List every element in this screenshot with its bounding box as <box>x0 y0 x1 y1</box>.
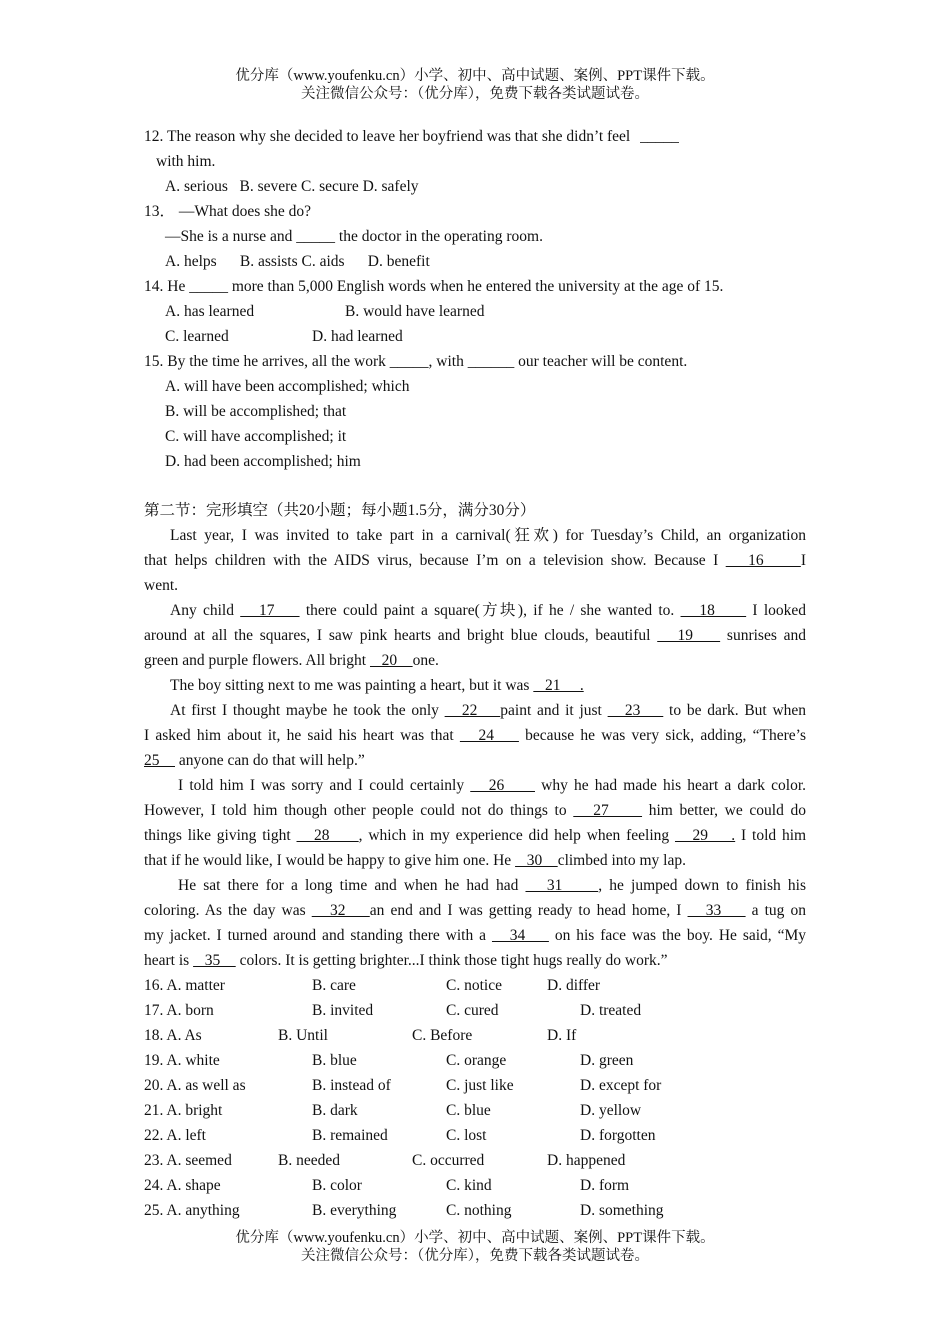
choice-21-a: 21. A. bright <box>144 1102 223 1119</box>
passage-p1-line2 <box>144 551 806 571</box>
choice-24-d: D. form <box>580 1177 630 1194</box>
question-13-line2 <box>165 227 543 247</box>
blank-33: 33 <box>687 902 746 919</box>
q15-text-a: 15. By the time he arrives, all the work <box>144 353 386 370</box>
passage-p6-line4 <box>144 951 668 971</box>
header-line-2: 关注微信公众号：（优分库），免费下载各类试题试卷。 <box>301 86 649 102</box>
choice-23-c: C. occurred <box>412 1152 485 1169</box>
choice-18-a: 18. A. As <box>144 1027 202 1044</box>
blank-17: 17 <box>240 602 300 619</box>
p5-text-g: I told him <box>741 827 807 844</box>
q12-text: 12. The reason why she decided to leave her boyfriend was that she didn’t feel <box>144 128 631 145</box>
p4-text-d: I asked him about it, he said his heart was that <box>144 727 454 744</box>
choice-19-a: 19. A. white <box>144 1052 220 1069</box>
passage-p2-line2 <box>144 626 806 646</box>
choice-21-c: C. blue <box>446 1102 491 1119</box>
choice-23-d: D. happened <box>547 1152 626 1169</box>
q15-text-c: our teacher will be content. <box>518 353 688 370</box>
passage-p2-line3 <box>144 651 439 671</box>
passage-p3 <box>170 676 584 696</box>
q15-option-b: B. will be accomplished; that <box>165 403 347 420</box>
passage-p6-line1 <box>178 876 806 896</box>
q13-blank: _____ <box>296 228 336 245</box>
q15-blank-2: ______ <box>467 353 515 370</box>
q15-text-b: with <box>436 353 464 370</box>
choice-17-d: D. treated <box>580 1002 642 1019</box>
choice-20-b: B. instead of <box>312 1077 391 1094</box>
q13-text-b: the doctor in the operating room. <box>338 228 543 245</box>
choice-25-d: D. something <box>580 1202 664 1219</box>
q15-blank-1: _____, <box>389 353 433 370</box>
choice-17-a: 17. A. born <box>144 1002 214 1019</box>
choice-23-a: 23. A. seemed <box>144 1152 232 1169</box>
p5-text-f: , which in my experience did help when feeling <box>358 827 670 844</box>
q14-option-a: A. has learned <box>165 303 255 320</box>
q14-option-d: D. had learned <box>312 328 403 345</box>
footer-line-1: 优分库（www.youfenku.cn）小学、初中、高中试题、案例、PPT课件下载。 <box>235 1230 715 1246</box>
passage-p5-line2 <box>144 801 806 821</box>
p5-text-c: However, I told him though other people could not do things to <box>144 802 567 819</box>
choice-17-c: C. cured <box>446 1002 499 1019</box>
passage-p2-line1 <box>170 601 806 621</box>
blank-28: 28 <box>296 827 359 844</box>
blank-32: 32 <box>311 902 370 919</box>
p2-text-c: I looked <box>752 602 807 619</box>
section-2-title: 第二节：完形填空（共20小题；每小题1.5分，满分30分） <box>144 502 536 519</box>
q12-blank: _____ <box>640 128 679 145</box>
p1-text-a: that helps children with the AIDS virus, because I’m on a television show. Because I <box>144 552 719 569</box>
p4-text-f: anyone can do that will help.” <box>178 752 365 769</box>
blank-20: 20 <box>369 652 413 669</box>
blank-26: 26 <box>470 777 535 794</box>
p2-text-b: there could paint a square(方块), if he / she wanted to. <box>305 602 675 619</box>
passage-p4-line2 <box>144 726 806 746</box>
question-12-stem <box>144 127 679 147</box>
choice-25-b: B. everything <box>312 1202 397 1219</box>
q14-text-a: 14. He <box>144 278 186 295</box>
p6-text-d: an end and I was getting ready to head home, I <box>369 902 682 919</box>
blank-24: 24 <box>459 727 519 744</box>
choice-19-d: D. green <box>580 1052 634 1069</box>
p5-text-i: climbed into my lap. <box>557 852 686 869</box>
blank-18: 18 <box>680 602 747 619</box>
choice-24-a: 24. A. shape <box>144 1177 221 1194</box>
choice-21-d: D. yellow <box>580 1102 642 1119</box>
blank-19: 19 <box>657 627 721 644</box>
passage-p1-line3: went. <box>144 577 179 594</box>
choice-16-a: 16. A. matter <box>144 977 225 994</box>
p5-text-a: I told him I was sorry and I could certainly <box>178 777 465 794</box>
p6-text-g: on his face was the boy. He said, “My <box>554 927 807 944</box>
blank-21: 21 . <box>533 677 584 694</box>
question-12-options: A. serious B. severe C. secure D. safely <box>165 178 419 195</box>
choice-24-b: B. color <box>312 1177 362 1194</box>
q14-option-b: B. would have learned <box>345 303 485 320</box>
question-13-options: A. helps B. assists C. aids D. benefit <box>165 253 430 270</box>
p6-text-b: , he jumped down to finish his <box>598 877 807 894</box>
blank-35: 35 <box>193 952 236 969</box>
q15-option-d: D. had been accomplished; him <box>165 453 361 470</box>
choice-20-a: 20. A. as well as <box>144 1077 246 1094</box>
q15-option-a: A. will have been accomplished; which <box>165 378 410 395</box>
passage-p6-line3 <box>144 926 806 946</box>
choice-24-c: C. kind <box>446 1177 492 1194</box>
p2-text-d: around at all the squares, I saw pink hearts and bright blue clouds, beautiful <box>144 627 651 644</box>
choice-19-c: C. orange <box>446 1052 507 1069</box>
blank-31: 31 <box>525 877 599 894</box>
question-13-stem: 13． —What does she do? <box>144 203 312 220</box>
passage-p4-line3 <box>144 751 365 771</box>
p4-text-c: to be dark. But when <box>669 702 807 719</box>
choice-25-c: C. nothing <box>446 1202 512 1219</box>
choice-22-a: 22. A. left <box>144 1127 206 1144</box>
choice-21-b: B. dark <box>312 1102 358 1119</box>
choice-22-b: B. remained <box>312 1127 388 1144</box>
p5-text-e: things like giving tight <box>144 827 291 844</box>
q15-option-c: C. will have accomplished; it <box>165 428 347 445</box>
passage-p5-line3 <box>144 826 806 846</box>
footer-line-2: 关注微信公众号：（优分库），免费下载各类试题试卷。 <box>301 1248 649 1264</box>
blank-34: 34 <box>491 927 549 944</box>
passage-p6-line2 <box>144 901 806 921</box>
question-15-stem <box>144 352 687 372</box>
p4-text-a: At first I thought maybe he took the only <box>170 702 439 719</box>
blank-16: 16 <box>725 552 801 569</box>
q14-text-b: more than 5,000 English words when he entered the university at the age of 15. <box>231 278 724 295</box>
p2-text-f: green and purple flowers. All bright <box>144 652 367 669</box>
p5-text-d: him better, we could do <box>648 802 807 819</box>
p6-text-i: colors. It is getting brighter...I think those tight hugs really do work.” <box>239 952 668 969</box>
choice-16-b: B. care <box>312 977 356 994</box>
choice-16-c: C. notice <box>446 977 502 994</box>
blank-22: 22 <box>444 702 501 719</box>
choice-20-c: C. just like <box>446 1077 514 1094</box>
blank-27: 27 <box>573 802 643 819</box>
passage-p5-line4 <box>144 851 686 871</box>
choice-20-d: D. except for <box>580 1077 662 1094</box>
p4-text-b: paint and it just <box>500 702 602 719</box>
p1-text-b: I <box>800 552 806 569</box>
p6-text-e: a tug on <box>751 902 807 919</box>
p6-text-c: coloring. As the day was <box>144 902 306 919</box>
question-14-stem <box>144 277 723 297</box>
blank-30: 30 <box>515 852 558 869</box>
blank-29: 29 . <box>674 827 736 844</box>
passage-p4-line1 <box>170 701 806 721</box>
p2-text-e: sunrises and <box>726 627 807 644</box>
p2-text-g: one. <box>412 652 439 669</box>
choice-22-c: C. lost <box>446 1127 487 1144</box>
choice-18-d: D. If <box>547 1027 577 1044</box>
p3-text: The boy sitting next to me was painting a heart, but it was <box>170 677 530 694</box>
choice-16-d: D. differ <box>547 977 601 994</box>
blank-25: 25 <box>144 752 175 769</box>
p6-text-f: my jacket. I turned around and standing there with a <box>144 927 487 944</box>
header-line-1: 优分库（www.youfenku.cn）小学、初中、高中试题、案例、PPT课件下载。 <box>235 68 715 84</box>
p5-text-b: why he had made his heart a dark color. <box>541 777 806 794</box>
choice-18-b: B. Until <box>278 1027 328 1044</box>
choice-19-b: B. blue <box>312 1052 357 1069</box>
choice-22-d: D. forgotten <box>580 1127 656 1144</box>
choice-25-a: 25. A. anything <box>144 1202 240 1219</box>
q14-blank: _____ <box>189 278 228 295</box>
p6-text-a: He sat there for a long time and when he had had <box>178 877 519 894</box>
p5-text-h: that if he would like, I would be happy to give him one. He <box>144 852 512 869</box>
q14-option-c: C. learned <box>165 328 229 345</box>
passage-p1-line1: Last year, I was invited to take part in a carnival(狂欢) for Tuesday’s Child, an organization <box>170 527 806 544</box>
p4-text-e: because he was very sick, adding, “There’s <box>525 727 807 744</box>
blank-23: 23 <box>607 702 664 719</box>
passage-p5-line1 <box>178 776 806 796</box>
p6-text-h: heart is <box>144 952 190 969</box>
question-12-cont: with him. <box>156 153 216 170</box>
choice-17-b: B. invited <box>312 1002 374 1019</box>
p2-text-a: Any child <box>170 602 234 619</box>
choice-23-b: B. needed <box>278 1152 340 1169</box>
choice-18-c: C. Before <box>412 1027 473 1044</box>
q13-text-a: —She is a nurse and <box>165 228 293 245</box>
